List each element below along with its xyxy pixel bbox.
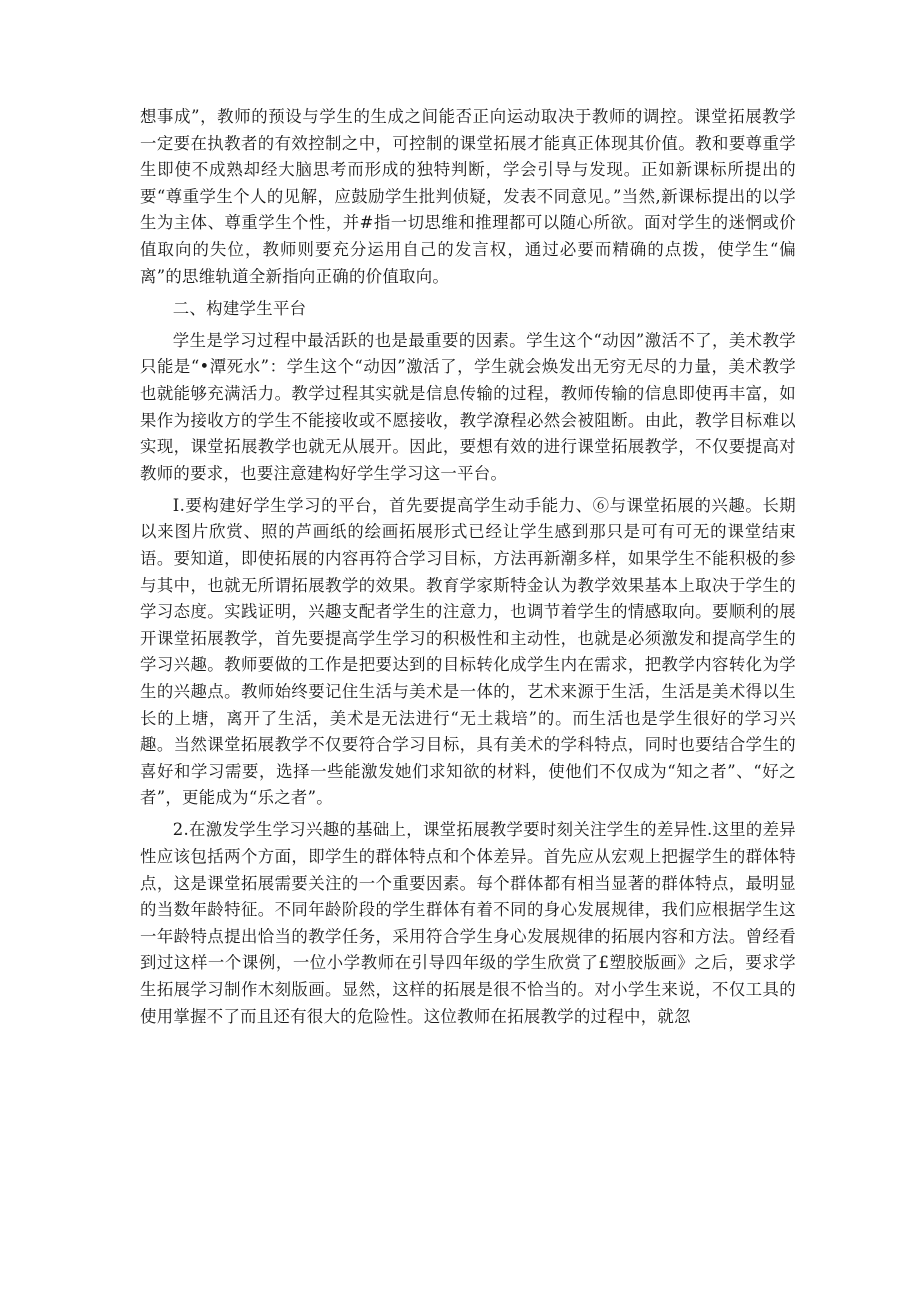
paragraph-body: I.要构建好学生学习的平台，首先要提高学生动手能力、⑥与课堂拓展的兴趣。长期以来图片欣赏、照的芦画纸的绘画拓展形式已经让学生感到那只是可有可无的课堂结束语。要知道，即使拓展的内容再符合学习目标，方法再新潮多样，如果学生不能积极的参与其中，也就无所谓拓展教学的效果。教育学家斯特金认为教学效果基本上取决于学生的学习态度。实践证明，兴趣支配者学生的注意力，也调节着学生的情感取向。要顺利的展开课堂拓展教学，首先要提高学生学习的积极性和主动性，也就是必须激发和提高学生的学习兴趣。教师要做的工作是把要达到的目标转化成学生内在需求，把教学内容转化为学生的兴趣点。教师始终要记住生活与美术是一体的，艺术来源于生活，生活是美术得以生长的上塘，离开了生活，美术是无法进行“无土栽培”的。而生活也是学生很好的学习兴趣。当然课堂拓展教学不仅要符合学习目标，具有美术的学科特点，同时也要结合学生的喜好和学习需要，选择一些能激发她们求知欲的材料，使他们不仅成为“知之者”、“好之者”，更能成为“乐之者”。 (140, 495, 796, 808)
paragraph-body: 学生是学习过程中最活跃的也是最重要的因素。学生这个“动因”激活不了，美术教学只能是“•潭死水”：学生这个“动因”激活了，学生就会焕发出无穷无尽的力量，美术教学也就能够充满活力。教学过程其实就是信息传输的过程，教师传输的信息即使再丰富，如果作为接收方的学生不能接收或不愿接收，教学潦程必然会被阻断。由此，教学目标难以实现，课堂拓展教学也就无从展开。因此，要想有效的进行课堂拓展教学，不仅要提高对教师的要求，也要注意建构好学生学习这一平台。 (140, 330, 796, 483)
section-heading: 二、构建学生平台 (172, 298, 307, 318)
paragraph-continuation: 想事成”，教师的预设与学生的生成之间能否正向运动取决于教师的调控。课堂拓展教学一定要在执教者的有效控制之中，可控制的课堂拓展才能真正体现其价值。教和要尊重学生即使不成熟却经大脑思考而形成的独特判断，学会引导与发现。正如新课标所提出的要“尊重学生个人的见解，应鼓励学生批判侦疑，发表不同意见。”当然,新课标提出的以学生为主体、尊重学生个性，并#指一切思维和推理都可以随心所欲。面对学生的迷惘或价值取向的失位，教师则要充分运用自己的发言权，通过必要而精确的点拨，使学生“偏离”的思维轨道全新指向正确的价值取向。 (140, 107, 796, 286)
document-page (140, 104, 796, 1036)
paragraph-body: 2.在激发学生学习兴趣的基础上，课堂拓展教学要时刻关注学生的差异性.这里的差异性应该包括两个方面，即学生的群体特点和个体差异。首先应从宏观上把握学生的群体特点，这是课堂拓展需要关注的一个重要因素。每个群体都有相当显著的群体特点，最明显的当数年龄特征。不同年龄阶段的学生群体有着不同的身心发展规律，我们应根据学生这一年龄特点提出恰当的教学任务，采用符合学生身心发展规律的拓展内容和方法。曾经看到过这样一个课例，一位小学教师在引导四年级的学生欣赏了£塑胶版画》之后，要求学生拓展学习制作木刻版画。显然，这样的拓展是很不恰当的。对小学生来说，不仅工具的使用掌握不了而且还有很大的危险性。这位教师在拓展教学的过程中，就忽 (140, 820, 796, 1026)
